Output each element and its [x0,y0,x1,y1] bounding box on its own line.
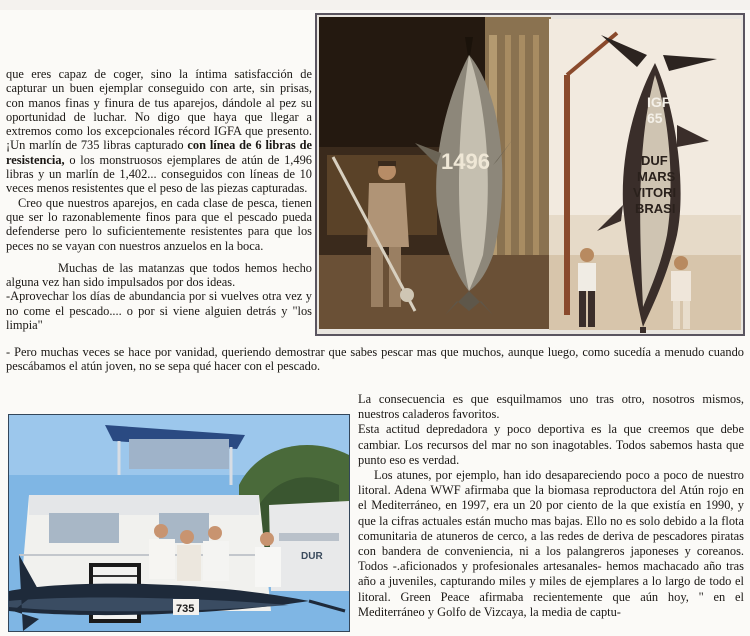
paragraph-attitude: Esta actitud depredadora y poco deportiva es la que creemos que debe cambiar. Los recursos del mar no son inagotables. Todos sabemos hasta que punto eso es verdad. [358,422,744,467]
record-fish-illustration [317,15,743,334]
top-border [0,0,750,10]
tuna-photo [319,17,551,329]
paragraph-consequence: La consecuencia es que esquilmamos uno tras otro, nosotros mismos, nuestros caladeros favoritos. [358,392,744,422]
wide-text [6,345,744,374]
marlin-lettering-line3: VITORI [633,185,677,200]
boat-illustration [9,415,349,631]
paragraph-two-ideas: Muchas de las matanzas que todos hemos hecho alguna vez han sido impulsados por dos ideas. [6,260,312,290]
left-text-column [6,67,312,332]
paragraph-abundance: -Aprovechar los días de abundancia por si vuelves otra vez y no come el pescado.... o por si viene alguien detrás y "los limpia" [6,289,312,333]
paragraph-tackle: Creo que nuestros aparejos, en cada clase de pesca, tienen que ser lo razonablemente finos para que el pescado pueda defenderse pero lo suficientemente resistentes para que los peces no se vayan con nuestros anzuelos en la boca. [6,195,312,253]
marlin-lettering-line1: DUF [641,153,668,168]
bold-emphasis: con línea de 6 libras de resistencia, [6,138,312,167]
paragraph-record-catches: que eres capaz de coger, sino la íntima satisfacción de capturar un buen ejemplar conseguido con arte, sin prisas, con manos finas y finura de tus aparejos, dándole al pez su oportunidad de luchar. No digo que haya que llegar a extremos como los excepcionales récord IGFA que presento. ¡Un marlín de 735 libras capturado con línea de 6 libras de resistencia, o los monstruosos ejemplares de atún de 1,496 libras y un marlín de 1,402... conseguidos con líneas de 10 veces menos resistentes que el peso de las piezas capturadas. [6,67,312,196]
paragraph-tuna: Los atunes, por ejemplo, han ido desapareciendo poco a poco de nuestro litoral. Adena WWF afirmaba que la biomasa reproductora del Atún rojo en el Mediterráneo, en 1997, era un 20 por ciento de la que existía en 1990, y que la cifras actuales están mucho mas bajas. Ello no es solo debido a la flota comunitaria de atuneros de cerco, a las redes de deriva de pescadores piratas con bandera de conveniencia, ni a los palangreros japoneses y coreanos. Todos -.aficionados y profesionales artesanales- hemos machacado año tras año a juveniles, capturando miles y miles de ejemplares a lo largo de todo el litoral. Green Peace afirmaba recientemente que aún hoy, " en el Mediterráneo y Golfo de Vizcaya, la media de captu- [358,468,744,619]
marlin-weight-tag: 735 [176,603,195,615]
boat-name-text: DUR [301,551,323,562]
marlin-lettering-line4: BRASI [635,201,676,216]
record-fish-photos [315,13,745,336]
marlin-tag-line2: 65 [647,110,663,126]
right-text-column [358,392,744,620]
boat-marlin-photo [8,414,350,632]
tuna-tag-text: 1496 [441,149,490,174]
marlin-lettering-line2: MARS [637,169,676,184]
paragraph-vanity: - Pero muchas veces se hace por vanidad, queriendo demostrar que sabes pescar mas que muchos, aunque luego, como sucedía a menudo cuando pescábamos el atún joven, no se sepa qué hacer con el pescado. [6,345,744,374]
marlin-photo [549,19,741,333]
marlin-tag-line1: IGF [647,94,671,110]
